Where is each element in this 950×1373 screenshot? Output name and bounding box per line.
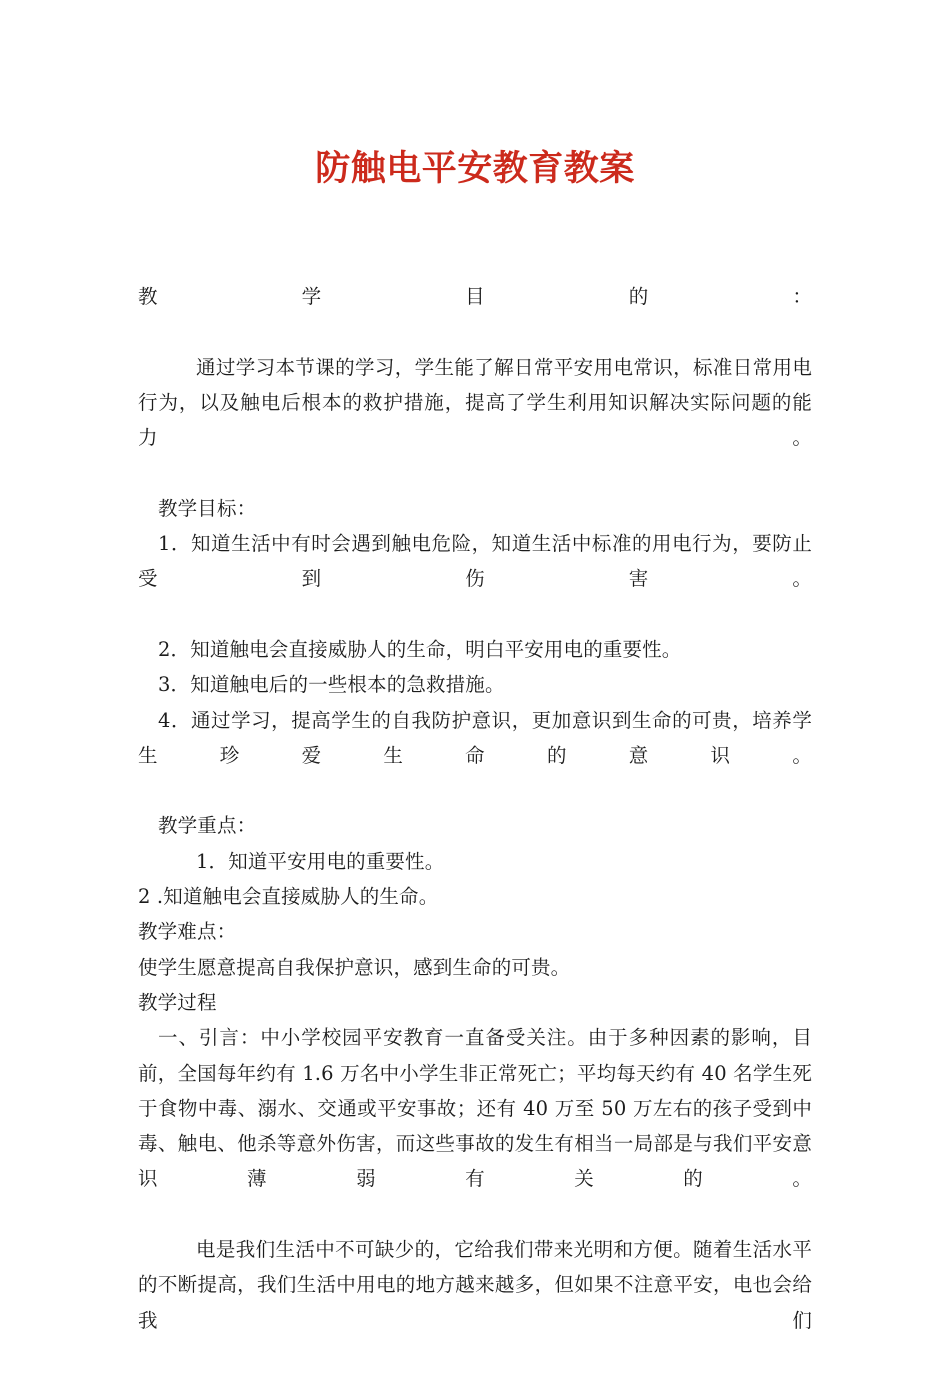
paragraph-objective-3: 3．知道触电后的一些根本的急救措施。 [158, 673, 505, 697]
paragraph-objective-1: 1．知道生活中有时会遇到触电危险，知道生活中标准的用电行为，要防止受到伤害。 [138, 532, 812, 591]
paragraph-key-points-heading: 教学重点： [158, 814, 257, 838]
paragraph-process-electricity: 电是我们生活中不可缺少的，它给我们带来光明和方便。随着生活水平的不断提高，我们生活中用电的地方越来越多，但如果不注意平安，电也会给我们 [138, 1238, 812, 1332]
paragraph-teaching-purpose-body: 通过学习本节课的学习，学生能了解日常平安用电常识，标准日常用电行为，以及触电后根本的救护措施，提高了学生利用知识解决实际问题的能力。 [138, 355, 812, 450]
paragraph-difficult-points-heading: 教学难点： [138, 920, 237, 944]
paragraph-key-point-2: 2 .知道触电会直接威胁人的生命。 [138, 885, 439, 909]
paragraph-teaching-objectives-heading: 教学目标： [158, 496, 257, 520]
paragraph-teaching-purpose-heading: 教学目的： [138, 285, 812, 308]
paragraph-teaching-process-heading: 教学过程 [138, 990, 217, 1014]
paragraph-objective-2: 2．知道触电会直接威胁人的生命，明白平安用电的重要性。 [158, 637, 682, 661]
page-title: 防触电平安教育教案 [315, 148, 635, 190]
document-body [138, 279, 812, 1373]
paragraph-objective-4: 4．通过学习，提高学生的自我防护意识，更加意识到生命的可贵，培养学生珍爱生命的意识。 [138, 708, 812, 767]
paragraph-process-intro: 一、引言：中小学校园平安教育一直备受关注。由于多种因素的影响，目前，全国每年约有 1.6 万名中小学生非正常死亡；平均每天约有 40 名学生死于食物中毒、溺水、交通或平安事故；还有 40 万至 50 万左右的孩子受到中毒、触电、他杀等意外伤害，而这些事故的发生有相当一局部是与我们平安意识薄弱有关的。 [138, 1026, 812, 1191]
paragraph-difficult-points-body: 使学生愿意提高自我保护意识，感到生命的可贵。 [138, 955, 571, 979]
paragraph-key-point-1: 1．知道平安用电的重要性。 [196, 849, 445, 873]
